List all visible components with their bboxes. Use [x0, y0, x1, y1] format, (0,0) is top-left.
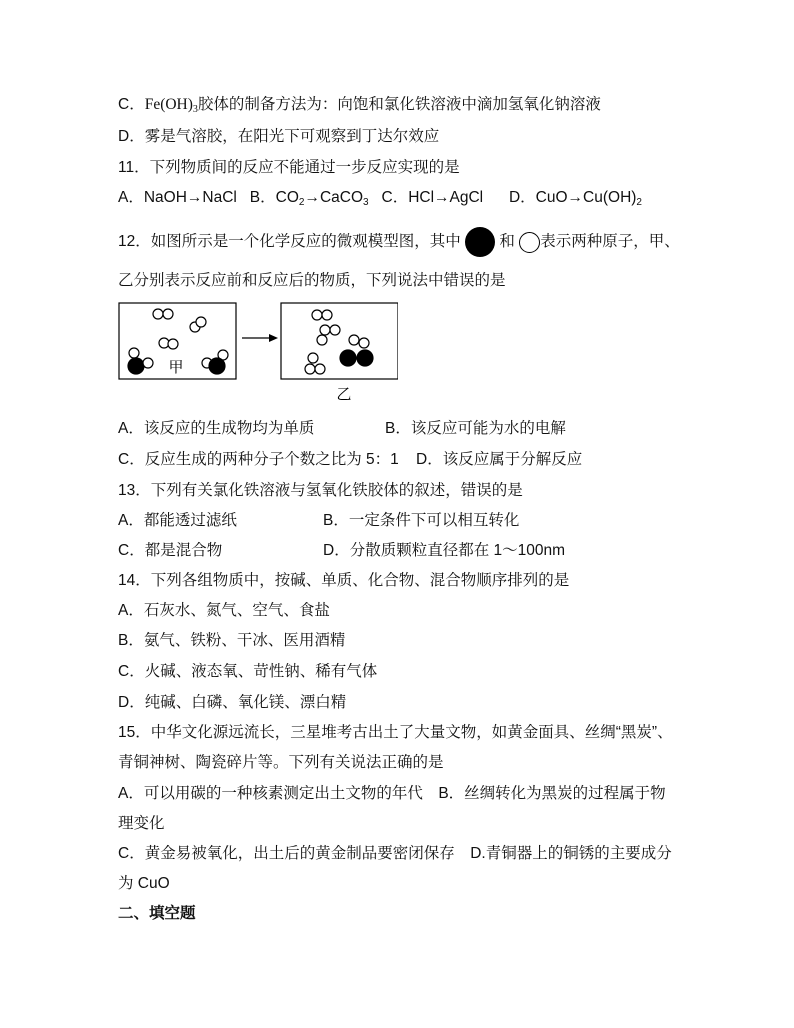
q11-option-a: A．NaOH→NaCl: [118, 189, 237, 206]
arrow-head: [269, 334, 278, 342]
q15-options-cd-line2: 为 CuO: [118, 875, 170, 892]
q11-options: [118, 187, 642, 214]
q11-option-c: C．HCl→AgCl: [381, 189, 484, 206]
q12-option-d: D．该反应属于分解反应: [416, 451, 583, 468]
black-atom-icon: [465, 227, 495, 257]
q12-stem-line1: [118, 227, 680, 257]
q12-stem-part2: 表示两种原子，甲、: [540, 233, 680, 251]
q11-option-d: D．$CuO\to Cu(OH)_2$: [508, 189, 642, 208]
q15-options-ab-line2: 理变化: [118, 815, 165, 832]
q14-stem: 14．下列各组物质中，按碱、单质、化合物、混合物顺序排列的是: [118, 572, 570, 589]
q15-stem-line1: 15．中华文化源远流长，三星堆考古出土了大量文物，如黄金面具、丝绸“黑炭”、: [118, 724, 673, 741]
q14-option-b: B．氨气、铁粉、干冰、医用酒精: [118, 632, 346, 649]
q15-options-ab-line1: A．可以用碳的一种核素测定出土文物的年代 B．丝绸转化为黑炭的过程属于物: [118, 785, 666, 802]
q10-option-d: D．雾是气溶胶，在阳光下可观察到丁达尔效应: [118, 128, 440, 145]
q14-option-c: C．火碱、液态氧、苛性钠、稀有气体: [118, 663, 378, 680]
q13-option-a: A．都能透过滤纸: [118, 512, 237, 529]
q13-option-b: B．一定条件下可以相互转化: [323, 512, 520, 529]
q10-formula: $Fe(OH)_3$: [144, 96, 198, 115]
q12-stem-part1: 12．如图所示是一个化学反应的微观模型图，其中: [118, 233, 461, 251]
q10-option-c: [118, 94, 601, 121]
white-atom-icon: [519, 232, 540, 253]
q14-option-a: A．石灰水、氮气、空气、食盐: [118, 602, 330, 619]
q14-option-d: D．纯碱、白磷、氧化镁、漂白精: [118, 694, 347, 711]
q12-option-b: B．该反应可能为水的电解: [385, 420, 566, 437]
label-after: 乙: [336, 387, 352, 402]
q13-option-d: D．分散质颗粒直径都在 1～100nm: [323, 542, 566, 559]
q15-stem-line2: 青铜神树、陶瓷碎片等。下列有关说法正确的是: [118, 754, 444, 771]
q12-stem-and: 和: [499, 233, 515, 251]
after-box: [281, 303, 398, 379]
q13-option-c: C．都是混合物: [118, 542, 223, 559]
q11-stem: 11．下列物质间的反应不能通过一步反应实现的是: [118, 159, 460, 176]
q12-option-a: A．该反应的生成物均为单质: [118, 420, 315, 437]
q10-option-c-text: 胶体的制备方法为：向饱和氯化铁溶液中滴加氢氧化钠溶液: [197, 96, 601, 113]
q13-stem: 13．下列有关氯化铁溶液与氢氧化铁胶体的叙述，错误的是: [118, 482, 523, 499]
q12-stem-line2: 乙分别表示反应前和反应后的物质，下列说法中错误的是: [118, 272, 506, 289]
q12-option-c: C．反应生成的两种分子个数之比为 5：1: [118, 451, 399, 468]
q11-option-b: B．$CO_2\to CaCO_3$: [249, 189, 369, 208]
reaction-model-diagram: [118, 302, 398, 402]
q15-options-cd-line1: C．黄金易被氧化，出土后的黄金制品要密闭保存 D.青铜器上的铜锈的主要成分: [118, 845, 672, 862]
label-before: 甲: [168, 360, 184, 376]
after-molecules: [305, 310, 373, 374]
q10-option-c-prefix: C．: [118, 96, 145, 113]
section-heading: 二、填空题: [118, 905, 196, 922]
